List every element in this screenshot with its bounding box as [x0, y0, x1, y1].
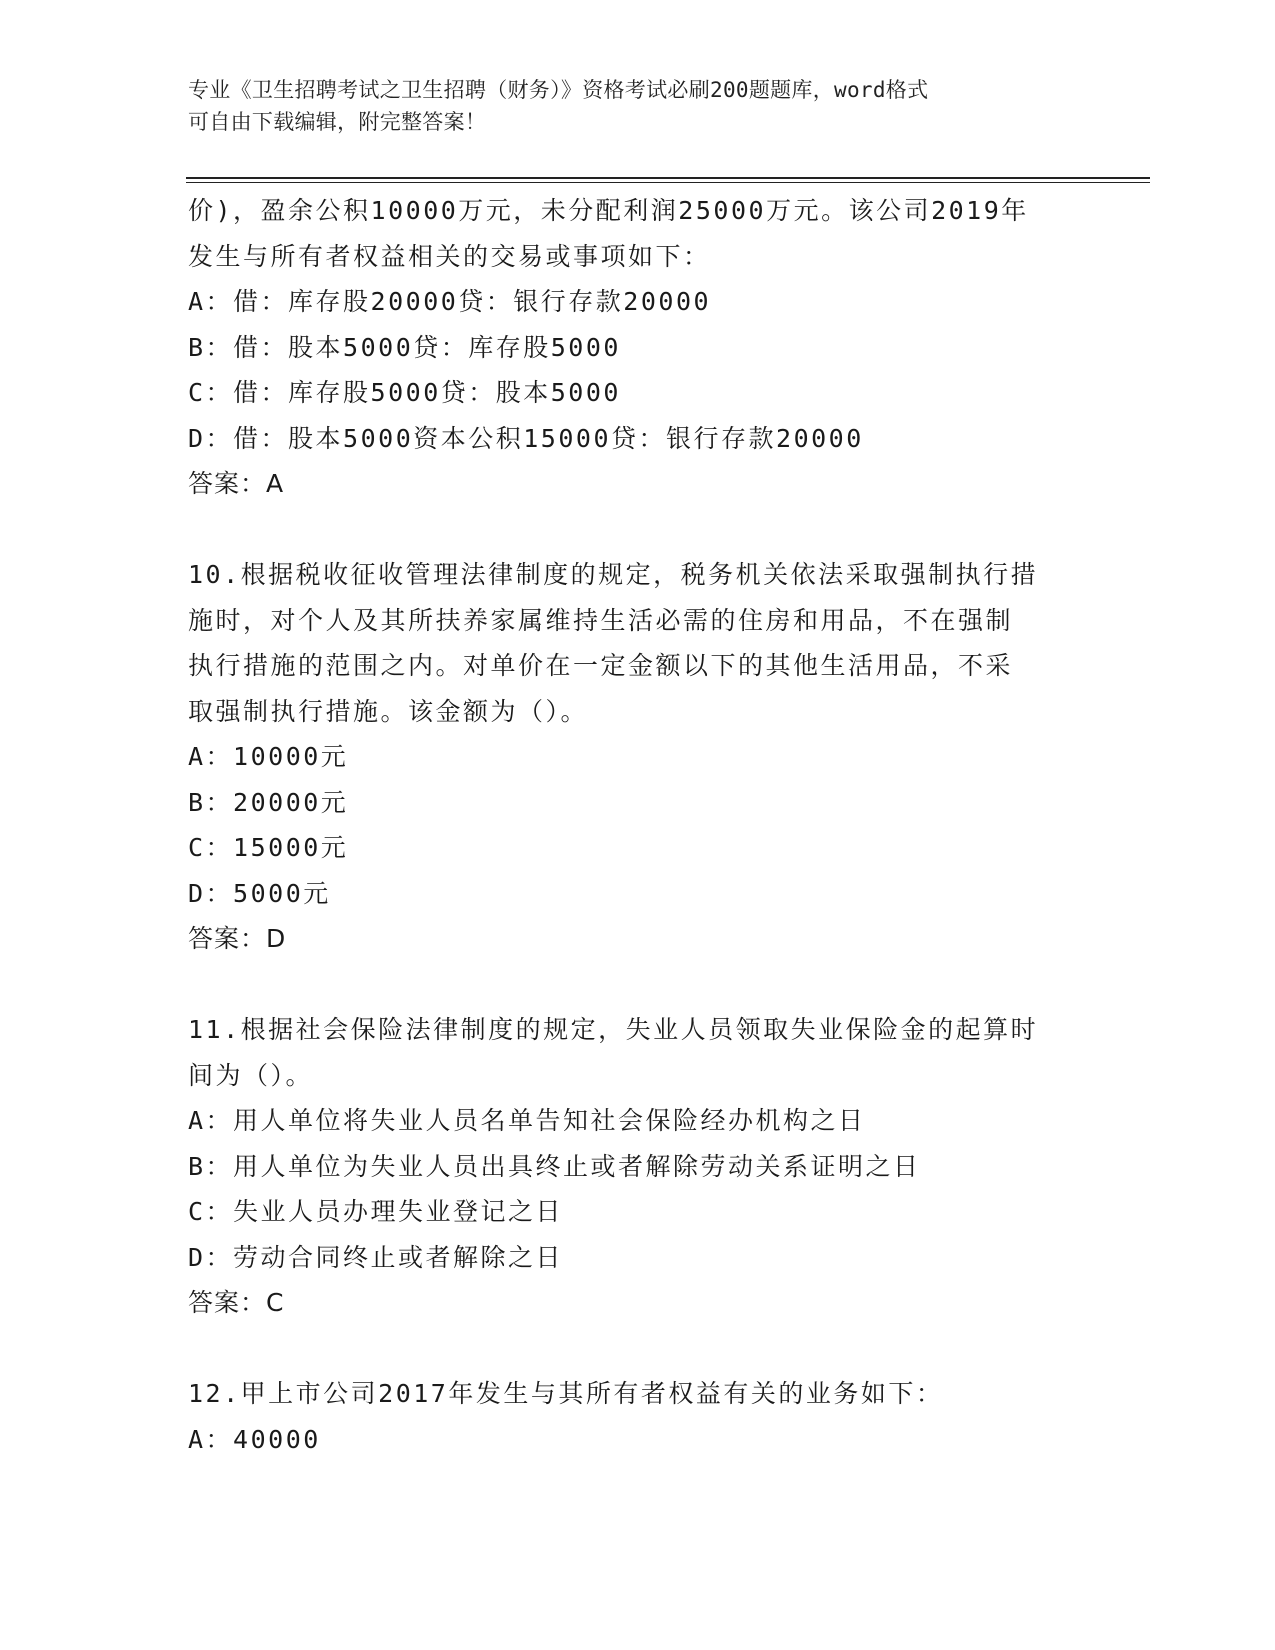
option-a: A：40000: [188, 1424, 321, 1454]
question-content: [188, 188, 1088, 1462]
spacer: [188, 507, 1088, 553]
question-10: [188, 552, 1088, 962]
question-text-line: 12.甲上市公司2017年发生与其所有者权益有关的业务如下：: [188, 1379, 944, 1408]
spacer: [188, 962, 1088, 1008]
option-b: B：借：股本5000贷：库存股5000: [188, 332, 621, 362]
option-a: A：用人单位将失业人员名单告知社会保险经办机构之日: [188, 1106, 866, 1135]
question-text-line: 间为（）。: [188, 1060, 314, 1090]
option-c: C：15000元: [188, 833, 349, 862]
header-line-2: 可自由下载编辑，附完整答案！: [188, 110, 487, 134]
option-d: D：5000元: [188, 878, 331, 908]
question-11: [188, 1007, 1088, 1326]
spacer: [188, 1326, 1088, 1372]
header-divider-thick: [186, 177, 1150, 179]
option-a: A：借：库存股20000贷：银行存款20000: [188, 287, 712, 316]
question-12: [188, 1371, 1088, 1462]
document-header: [188, 74, 1068, 138]
question-text-line: 10.根据税收征收管理法律制度的规定，税务机关依法采取强制执行措: [188, 560, 1039, 589]
option-b: B：用人单位为失业人员出具终止或者解除劳动关系证明之日: [188, 1151, 921, 1181]
question-text-line: 价)，盈余公积10000万元，未分配利润25000万元。该公司2019年: [188, 196, 1029, 225]
option-b: B：20000元: [188, 787, 349, 817]
option-d: D：劳动合同终止或者解除之日: [188, 1242, 564, 1272]
header-divider-thin: [186, 182, 1150, 183]
option-c: C：借：库存股5000贷：股本5000: [188, 378, 621, 407]
header-line-1: 专业《卫生招聘考试之卫生招聘（财务）》资格考试必刷200题题库，word格式: [188, 78, 929, 102]
question-text-line: 执行措施的范围之内。对单价在一定金额以下的其他生活用品，不采: [188, 651, 1014, 680]
option-a: A：10000元: [188, 742, 349, 771]
answer-line: 答案：D: [188, 924, 287, 953]
option-d: D：借：股本5000资本公积15000贷：银行存款20000: [188, 423, 864, 453]
question-text-line: 施时，对个人及其所扶养家属维持生活必需的住房和用品，不在强制: [188, 605, 1014, 635]
answer-line: 答案：A: [188, 469, 285, 498]
question-text-line: 11.根据社会保险法律制度的规定，失业人员领取失业保险金的起算时: [188, 1015, 1039, 1044]
question-text-line: 发生与所有者权益相关的交易或事项如下：: [188, 241, 711, 271]
answer-line: 答案：C: [188, 1288, 285, 1317]
option-c: C：失业人员办理失业登记之日: [188, 1197, 564, 1226]
question-text-line: 取强制执行措施。该金额为（）。: [188, 696, 589, 726]
question-9: [188, 188, 1088, 507]
